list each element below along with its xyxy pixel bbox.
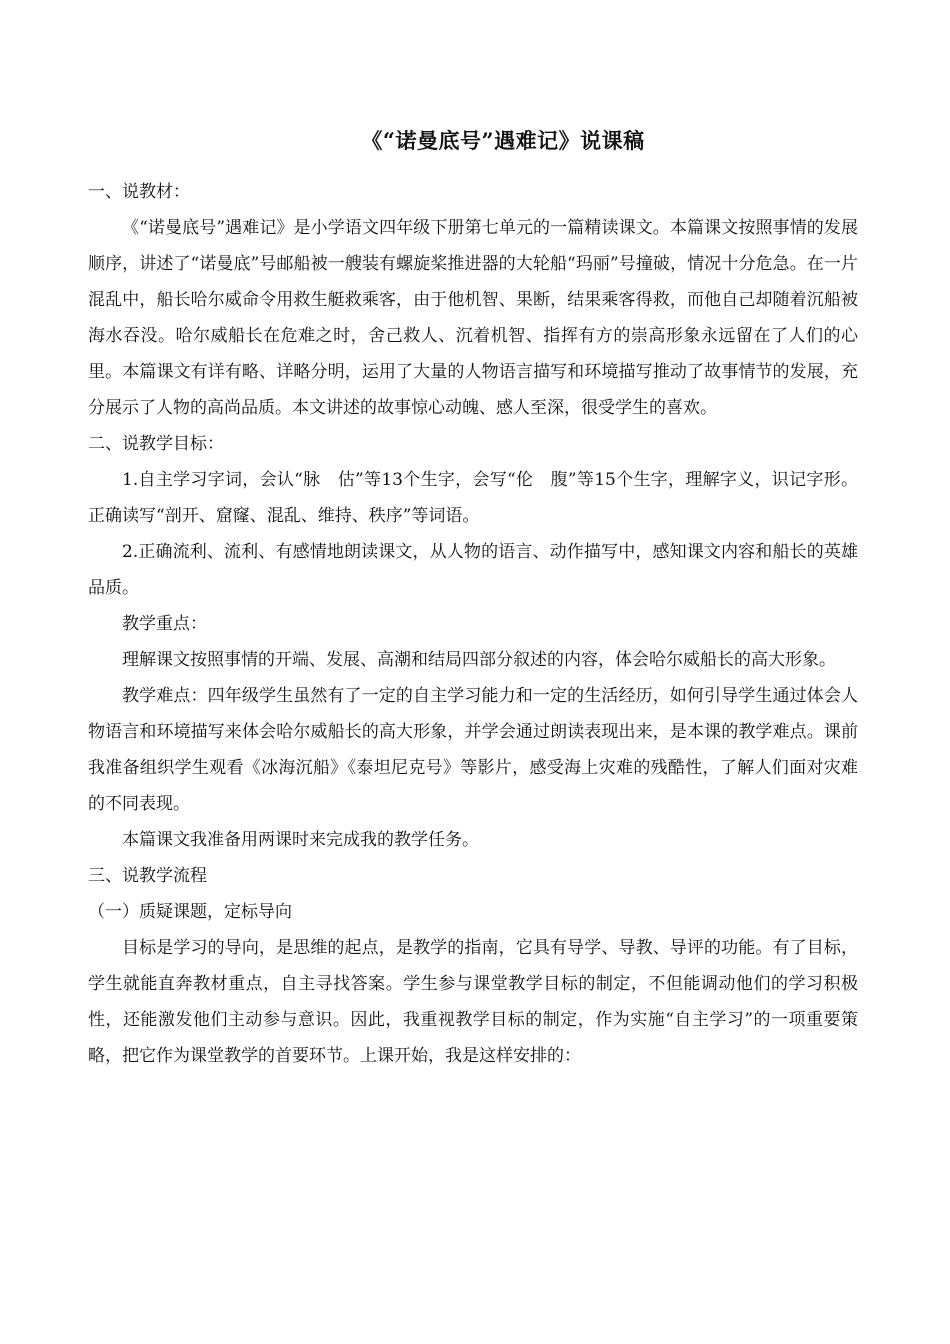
paragraph-difficulty: 教学难点：四年级学生虽然有了一定的自主学习能力和一定的生活经历，如何引导学生通过体会人物语言和环境描写来体会哈尔威船长的高大形象，并学会通过朗读表现出来，是本课的教学难点。课前我准备组织学生观看《冰海沉船》《泰坦尼克号》等影片，感受海上灾难的残酷性，了解人们面对灾难的不同表现。 bbox=[88, 686, 858, 814]
section-heading-goals: 二、说教学目标： bbox=[88, 434, 224, 454]
section-heading-process: 三、说教学流程 bbox=[88, 866, 207, 886]
paragraph-textbook-intro: 《“诺曼底号”遇难记》是小学语文四年级下册第七单元的一篇精读课文。本篇课文按照事情的发展顺序，讲述了“诺曼底”号邮船被一艘装有螺旋桨推进器的大轮船“玛丽”号撞破，情况十分危急。在一片混乱中，船长哈尔威命令用救生艇救乘客，由于他机智、果断，结果乘客得救，而他自己却随着沉船被海水吞没。哈尔威船长在危难之时，舍己救人、沉着机智、指挥有方的崇高形象永远留在了人们的心里。本篇课文有详有略、详略分明，运用了大量的人物语言描写和环境描写推动了故事情节的发展，充分展示了人物的高尚品质。本文讲述的故事惊心动魄、感人至深，很受学生的喜欢。 bbox=[88, 218, 858, 418]
document-content bbox=[88, 122, 858, 1074]
paragraph-goal-2: 2.正确流利、流利、有感情地朗读课文，从人物的语言、动作描写中，感知课文内容和船长的英雄品质。 bbox=[88, 542, 858, 598]
paragraph-goal-1: 1.自主学习字词，会认“脉 估”等13个生字，会写“伦 腹”等15个生字，理解字义，识记字形。正确读写“剖开、窟窿、混乱、维持、秩序”等词语。 bbox=[88, 470, 858, 526]
paragraph-key-point-label: 教学重点： bbox=[122, 614, 207, 634]
paragraph-lesson-plan: 本篇课文我准备用两课时来完成我的教学任务。 bbox=[122, 830, 479, 850]
paragraph-key-point: 理解课文按照事情的开端、发展、高潮和结局四部分叙述的内容，体会哈尔威船长的高大形象。 bbox=[122, 650, 836, 670]
document-title: 《“诺曼底号”遇难记》说课稿 bbox=[361, 128, 645, 153]
section-heading-textbook: 一、说教材： bbox=[88, 182, 190, 202]
subsection-heading-questioning: （一）质疑课题，定标导向 bbox=[88, 902, 292, 922]
paragraph-goal-setting: 目标是学习的导向，是思维的起点，是教学的指南，它具有导学、导教、导评的功能。有了目标，学生就能直奔教材重点，自主寻找答案。学生参与课堂教学目标的制定，不但能调动他们的学习积极性，还能激发他们主动参与意识。因此，我重视教学目标的制定，作为实施“自主学习”的一项重要策略，把它作为课堂教学的首要环节。上课开始，我是这样安排的： bbox=[88, 938, 858, 1066]
